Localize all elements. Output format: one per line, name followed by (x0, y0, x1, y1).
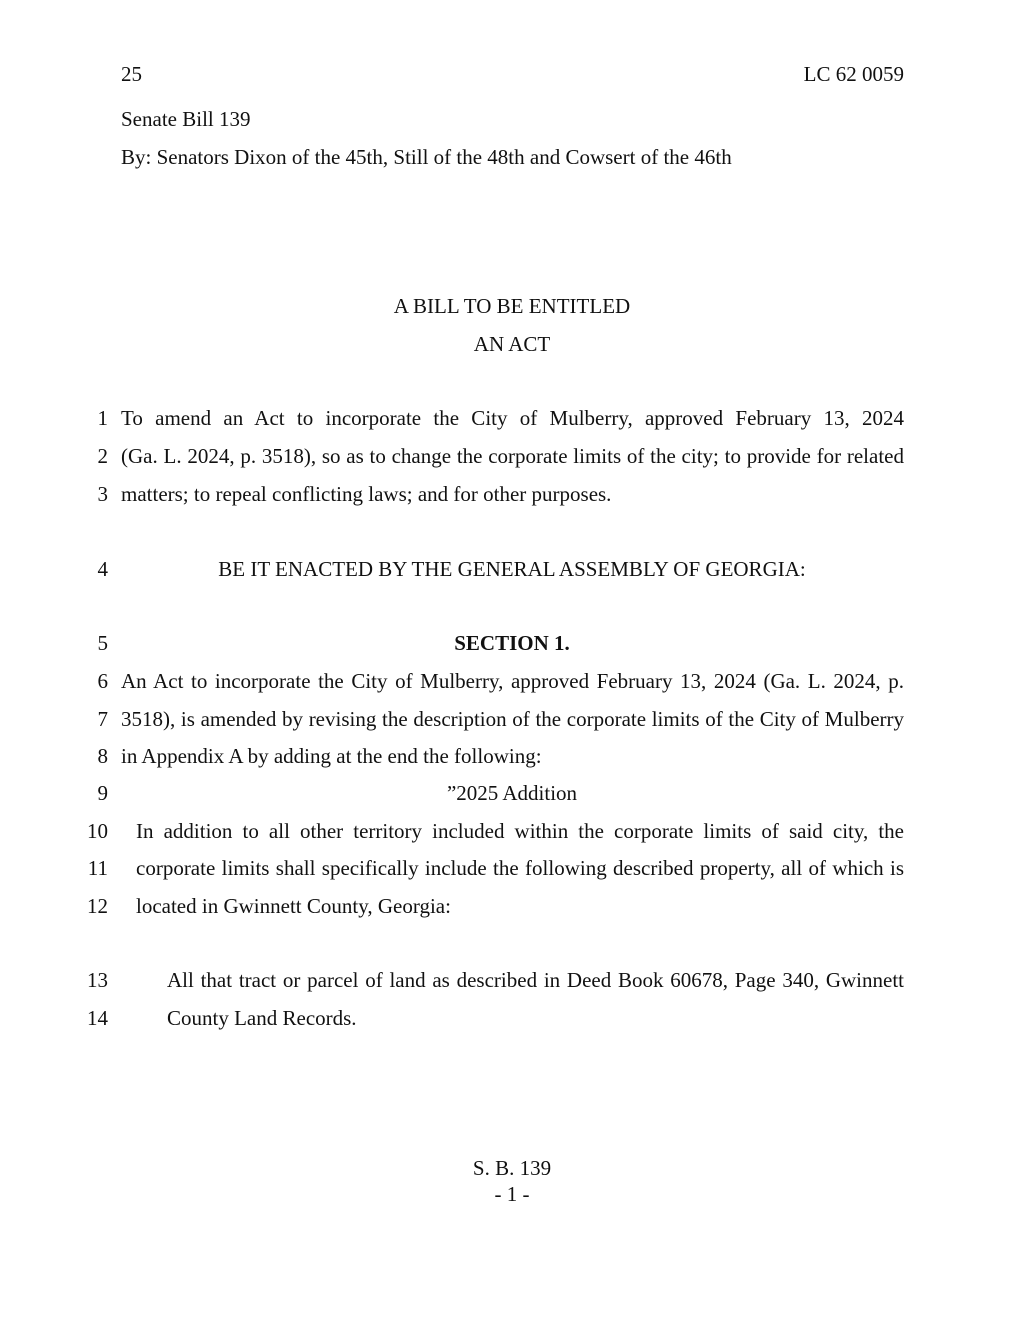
bill-line: In addition to all other territory included within the corporate limits of said city, the (136, 819, 904, 843)
line-number: 4 (97, 557, 108, 581)
heading-line-1: A BILL TO BE ENTITLED (393, 294, 631, 318)
footer-page-number: - 1 - (494, 1182, 530, 1206)
enacting-clause: BE IT ENACTED BY THE GENERAL ASSEMBLY OF GEORGIA: (218, 557, 806, 581)
lc-number: LC 62 0059 (803, 62, 904, 86)
line-number: 3 (97, 482, 108, 506)
bill-line: (Ga. L. 2024, p. 3518), so as to change the corporate limits of the city; to provide for related (121, 444, 904, 468)
bill-title: Senate Bill 139 (121, 107, 251, 131)
line-number: 12 (87, 894, 108, 918)
line-number: 14 (87, 1006, 108, 1030)
heading-line-2: AN ACT (473, 332, 551, 356)
bill-line: An Act to incorporate the City of Mulberry, approved February 13, 2024 (Ga. L. 2024, p. (121, 669, 904, 693)
bill-line: located in Gwinnett County, Georgia: (136, 894, 451, 918)
section-heading: SECTION 1. (454, 631, 570, 655)
line-number: 8 (97, 744, 108, 768)
line-number: 9 (97, 781, 108, 805)
line-number: 1 (97, 406, 108, 430)
line-number: 6 (97, 669, 108, 693)
bill-line: All that tract or parcel of land as described in Deed Book 60678, Page 340, Gwinnett (167, 968, 904, 992)
line-number: 7 (97, 707, 108, 731)
line-number: 5 (97, 631, 108, 655)
line-number: 13 (87, 968, 108, 992)
footer-bill-id: S. B. 139 (472, 1156, 552, 1180)
bill-line: County Land Records. (167, 1006, 357, 1030)
line-number: 2 (97, 444, 108, 468)
session-number: 25 (121, 62, 142, 86)
bill-line: To amend an Act to incorporate the City of Mulberry, approved February 13, 2024 (121, 406, 904, 430)
bill-line: corporate limits shall specifically include the following described property, all of which is (136, 856, 904, 880)
addition-heading: ”2025 Addition (446, 781, 578, 805)
bill-line: 3518), is amended by revising the description of the corporate limits of the City of Mulberry (121, 707, 904, 731)
line-number: 10 (87, 819, 108, 843)
line-number: 11 (87, 856, 108, 880)
bill-sponsors: By: Senators Dixon of the 45th, Still of the 48th and Cowsert of the 46th (121, 145, 732, 169)
bill-line: in Appendix A by adding at the end the following: (121, 744, 542, 768)
bill-line: matters; to repeal conflicting laws; and for other purposes. (121, 482, 612, 506)
